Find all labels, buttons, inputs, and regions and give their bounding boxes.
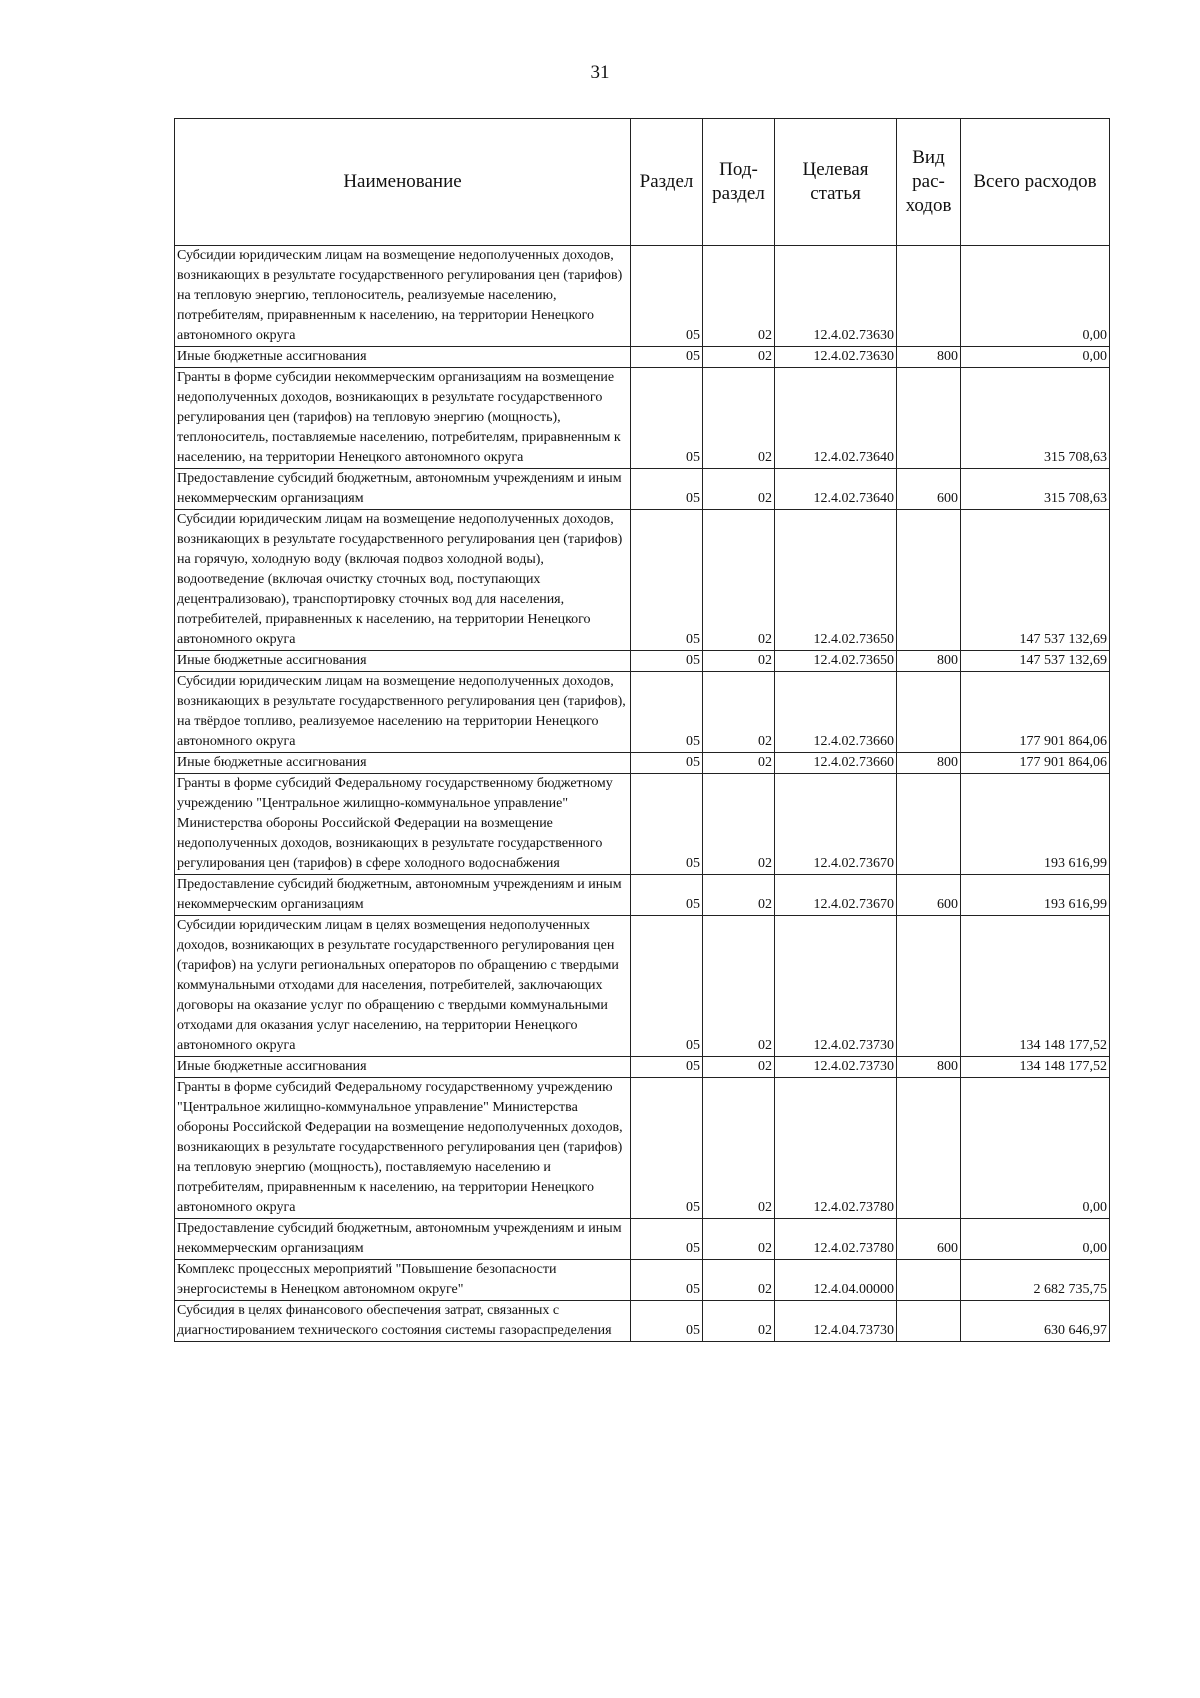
row-type <box>897 1301 961 1342</box>
header-section: Раздел <box>631 119 703 246</box>
row-section: 05 <box>631 916 703 1057</box>
row-total: 0,00 <box>961 347 1110 368</box>
row-type <box>897 1078 961 1219</box>
row-subsection: 02 <box>703 1219 775 1260</box>
table-row <box>175 1078 1110 1219</box>
row-subsection: 02 <box>703 1078 775 1219</box>
row-subsection: 02 <box>703 246 775 347</box>
row-section: 05 <box>631 1057 703 1078</box>
table-row <box>175 1219 1110 1260</box>
row-total: 0,00 <box>961 1219 1110 1260</box>
table-row <box>175 651 1110 672</box>
row-name: Гранты в форме субсидий Федеральному государственному учреждению "Центральное жилищно-коммунальное управление" Министерства обороны Российской Федерации на возмещение недополученных доходов, возникающих в результате государственного регулирования цен (тарифов) на тепловую энергию (мощность), поставляемую населению и потребителям, приравненным к населению, на территории Ненецкого автономного округа <box>175 1078 631 1219</box>
table-row <box>175 1057 1110 1078</box>
row-name: Предоставление субсидий бюджетным, автономным учреждениям и иным некоммерческим организациям <box>175 875 631 916</box>
row-name: Субсидии юридическим лицам на возмещение недополученных доходов, возникающих в результате государственного регулирования цен (тарифов) на тепловую энергию, теплоноситель, реализуемые населению, потребителям, приравненным к населению, на территории Ненецкого автономного округа <box>175 246 631 347</box>
header-target: Целевая статья <box>775 119 897 246</box>
header-type: Вид рас- ходов <box>897 119 961 246</box>
table-row <box>175 1301 1110 1342</box>
row-section: 05 <box>631 1219 703 1260</box>
row-total: 177 901 864,06 <box>961 753 1110 774</box>
row-section: 05 <box>631 774 703 875</box>
row-type: 600 <box>897 469 961 510</box>
row-target: 12.4.02.73730 <box>775 916 897 1057</box>
row-subsection: 02 <box>703 469 775 510</box>
row-subsection: 02 <box>703 651 775 672</box>
table-row <box>175 347 1110 368</box>
row-name: Субсидия в целях финансового обеспечения затрат, связанных с диагностированием технического состояния системы газораспределения <box>175 1301 631 1342</box>
row-total: 0,00 <box>961 1078 1110 1219</box>
row-target: 12.4.02.73660 <box>775 753 897 774</box>
row-target: 12.4.02.73780 <box>775 1219 897 1260</box>
header-subsection: Под- раздел <box>703 119 775 246</box>
row-target: 12.4.02.73670 <box>775 774 897 875</box>
row-type: 800 <box>897 347 961 368</box>
row-total: 0,00 <box>961 246 1110 347</box>
row-type <box>897 510 961 651</box>
row-total: 134 148 177,52 <box>961 1057 1110 1078</box>
row-section: 05 <box>631 672 703 753</box>
row-target: 12.4.02.73730 <box>775 1057 897 1078</box>
header-name: Наименование <box>175 119 631 246</box>
row-section: 05 <box>631 875 703 916</box>
row-name: Иные бюджетные ассигнования <box>175 651 631 672</box>
table-row <box>175 246 1110 347</box>
row-name: Субсидии юридическим лицам на возмещение недополученных доходов, возникающих в результате государственного регулирования цен (тарифов) на горячую, холодную воду (включая подвоз холодной воды), водоотведение (включая очистку сточных вод, поступающих децентрализоваю), транспортировку сточных вод для населения, потребителей, приравненных к населению, на территории Ненецкого автономного округа <box>175 510 631 651</box>
row-section: 05 <box>631 1260 703 1301</box>
row-total: 2 682 735,75 <box>961 1260 1110 1301</box>
row-subsection: 02 <box>703 753 775 774</box>
row-type <box>897 246 961 347</box>
row-type: 600 <box>897 1219 961 1260</box>
row-target: 12.4.04.73730 <box>775 1301 897 1342</box>
row-target: 12.4.02.73630 <box>775 246 897 347</box>
row-target: 12.4.02.73780 <box>775 1078 897 1219</box>
row-section: 05 <box>631 368 703 469</box>
row-target: 12.4.02.73630 <box>775 347 897 368</box>
row-subsection: 02 <box>703 916 775 1057</box>
row-name: Субсидии юридическим лицам на возмещение недополученных доходов, возникающих в результате государственного регулирования цен (тарифов), на твёрдое топливо, реализуемое населению на территории Ненецкого автономного округа <box>175 672 631 753</box>
row-target: 12.4.02.73670 <box>775 875 897 916</box>
row-type <box>897 1260 961 1301</box>
header-total: Всего расходов <box>961 119 1110 246</box>
row-name: Предоставление субсидий бюджетным, автономным учреждениям и иным некоммерческим организациям <box>175 469 631 510</box>
table-body <box>175 246 1110 1342</box>
row-section: 05 <box>631 651 703 672</box>
row-target: 12.4.02.73660 <box>775 672 897 753</box>
row-target: 12.4.02.73650 <box>775 510 897 651</box>
row-name: Иные бюджетные ассигнования <box>175 753 631 774</box>
row-total: 177 901 864,06 <box>961 672 1110 753</box>
row-target: 12.4.04.00000 <box>775 1260 897 1301</box>
row-target: 12.4.02.73650 <box>775 651 897 672</box>
table-row <box>175 469 1110 510</box>
row-section: 05 <box>631 347 703 368</box>
row-type: 800 <box>897 651 961 672</box>
table-row <box>175 368 1110 469</box>
row-type: 800 <box>897 1057 961 1078</box>
row-name: Иные бюджетные ассигнования <box>175 1057 631 1078</box>
row-subsection: 02 <box>703 672 775 753</box>
row-name: Иные бюджетные ассигнования <box>175 347 631 368</box>
budget-table <box>174 118 1110 1342</box>
row-total: 630 646,97 <box>961 1301 1110 1342</box>
row-total: 147 537 132,69 <box>961 651 1110 672</box>
row-type <box>897 368 961 469</box>
row-name: Гранты в форме субсидии некоммерческим организациям на возмещение недополученных доходов, возникающих в результате государственного регулирования цен (тарифов) на тепловую энергию (мощность), теплоноситель, поставляемые населению, потребителям, приравненным к населению, на территории Ненецкого автономного округа <box>175 368 631 469</box>
table-row <box>175 1260 1110 1301</box>
row-name: Предоставление субсидий бюджетным, автономным учреждениям и иным некоммерческим организациям <box>175 1219 631 1260</box>
row-total: 147 537 132,69 <box>961 510 1110 651</box>
row-section: 05 <box>631 469 703 510</box>
row-type <box>897 672 961 753</box>
row-total: 193 616,99 <box>961 875 1110 916</box>
row-type: 800 <box>897 753 961 774</box>
row-total: 315 708,63 <box>961 469 1110 510</box>
table-row <box>175 875 1110 916</box>
row-subsection: 02 <box>703 1260 775 1301</box>
row-total: 315 708,63 <box>961 368 1110 469</box>
row-name: Субсидии юридическим лицам в целях возмещения недополученных доходов, возникающих в результате государственного регулирования цен (тарифов) на услуги региональных операторов по обращению с твердыми коммунальными отходами для населения, потребителей, заключающих договоры на оказание услуг по обращению с твердыми коммунальными отходами для оказания услуг населению, на территории Ненецкого автономного округа <box>175 916 631 1057</box>
row-section: 05 <box>631 246 703 347</box>
row-section: 05 <box>631 510 703 651</box>
table-row <box>175 916 1110 1057</box>
row-section: 05 <box>631 1301 703 1342</box>
row-section: 05 <box>631 753 703 774</box>
row-type: 600 <box>897 875 961 916</box>
row-subsection: 02 <box>703 774 775 875</box>
header-row <box>175 119 1110 246</box>
row-target: 12.4.02.73640 <box>775 368 897 469</box>
row-subsection: 02 <box>703 347 775 368</box>
page-number: 31 <box>590 62 610 83</box>
row-subsection: 02 <box>703 510 775 651</box>
row-subsection: 02 <box>703 1301 775 1342</box>
row-name: Комплекс процессных мероприятий "Повышение безопасности энергосистемы в Ненецком автономном округе" <box>175 1260 631 1301</box>
row-section: 05 <box>631 1078 703 1219</box>
table-row <box>175 774 1110 875</box>
table-row <box>175 510 1110 651</box>
row-subsection: 02 <box>703 875 775 916</box>
row-type <box>897 774 961 875</box>
row-target: 12.4.02.73640 <box>775 469 897 510</box>
table-row <box>175 672 1110 753</box>
row-type <box>897 916 961 1057</box>
row-name: Гранты в форме субсидий Федеральному государственному бюджетному учреждению "Центральное жилищно-коммунальное управление" Министерства обороны Российской Федерации на возмещение недополученных доходов, возникающих в результате государственного регулирования цен (тарифов) в сфере холодного водоснабжения <box>175 774 631 875</box>
row-total: 134 148 177,52 <box>961 916 1110 1057</box>
table-header <box>175 119 1110 246</box>
table-row <box>175 753 1110 774</box>
row-subsection: 02 <box>703 368 775 469</box>
row-total: 193 616,99 <box>961 774 1110 875</box>
row-subsection: 02 <box>703 1057 775 1078</box>
